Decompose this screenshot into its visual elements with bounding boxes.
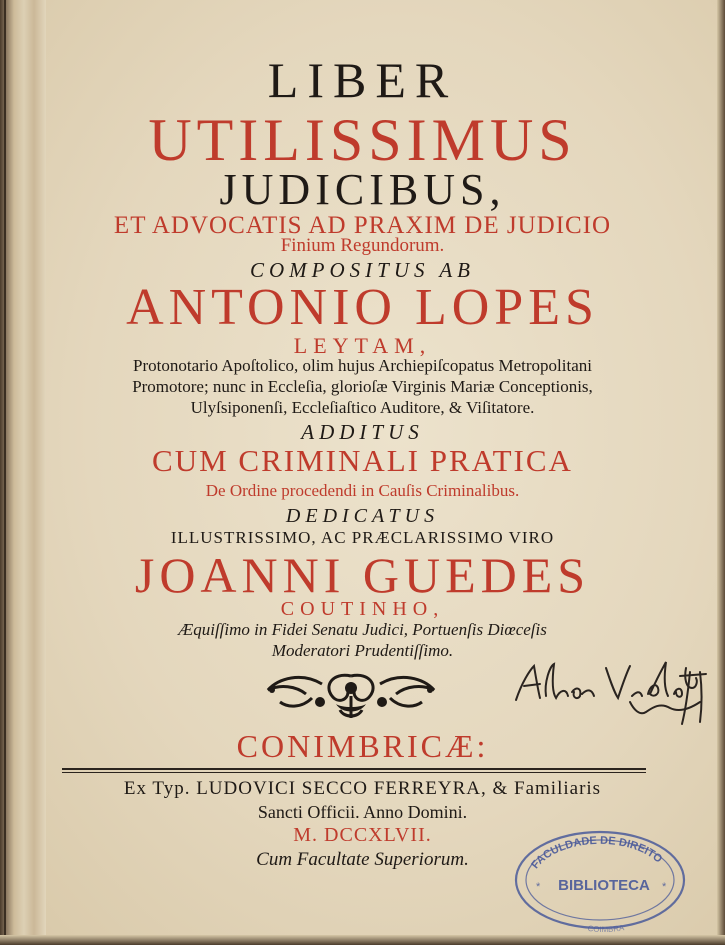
dedicatee-name-1: JOANNI GUEDES (134, 547, 591, 603)
dedication-description-1: Æquiſſimo in Fidei Senatu Judici, Portuenſis Diœceſis (178, 620, 547, 639)
stamp-top-text: FACULDADE DE DIREITO (529, 834, 665, 872)
dedicatee-name-2: COUTINHO, (280, 598, 445, 620)
title-line-et-advocatis: ET ADVOCATIS AD PRAXIM DE JUDICIO (113, 212, 612, 239)
title-line-utilissimus: UTILISSIMUS (148, 107, 577, 173)
top-rule (62, 768, 646, 770)
dedicatus: DEDICATUS (285, 505, 440, 527)
stamp-bottom-text: COIMBRA (587, 923, 625, 932)
printers-ornament (262, 668, 440, 722)
svg-text:COIMBRA (587, 923, 625, 932)
author-name-line-1: ANTONIO LOPES (126, 279, 599, 336)
dedication-line: ILLUSTRISSIMO, AC PRÆCLARISSIMO VIRO (170, 528, 555, 547)
imprint-line-1: Ex Typ. LUDOVICI SECCO FERREYRA, & Familiaris (123, 778, 602, 799)
author-description-1: Protonotario Apoſtolico, olim hujus Archiepiſcopatus Metropolitani (133, 356, 592, 375)
svg-text:*: * (662, 881, 667, 893)
supplement-title: CUM CRIMINALI PRATICA (152, 443, 573, 478)
dedication-description-2: Moderatori Prudentiſſimo. (271, 641, 454, 660)
stamp-center-text: BIBLIOTECA (558, 877, 650, 894)
author-name-line-2: LEYTAM, (293, 333, 432, 358)
license-line: Cum Facultate Superiorum. (256, 849, 469, 870)
compositus-ab: COMPOSITUS AB (249, 258, 476, 282)
library-stamp (512, 828, 688, 932)
author-description-3: Ulyſsiponenſi, Eccleſiaſtico Auditore, & Viſitatore. (190, 398, 535, 417)
top-rule-thin (62, 772, 646, 773)
imprint-line-2: Sancti Officii. Anno Domini. (257, 802, 468, 822)
svg-text:*: * (536, 881, 541, 893)
author-description-2: Promotore; nunc in Eccleſia, glorioſæ Virginis Mariæ Conceptionis, (132, 377, 593, 396)
additus: ADDITUS (301, 420, 424, 444)
title-line-judicibus: JUDICIBUS, (219, 165, 506, 214)
page-bottom-edge (0, 935, 725, 945)
supplement-subtitle: De Ordine procedendi in Cauſis Criminalibus. (205, 481, 520, 500)
publication-year: M. DCCXLVII. (293, 824, 432, 846)
title-line-finium: Finium Regundorum. (280, 235, 445, 256)
title-line-liber: LIBER (267, 52, 458, 108)
place-of-publication: CONIMBRICÆ: (236, 728, 489, 764)
handwritten-signature (510, 652, 715, 732)
